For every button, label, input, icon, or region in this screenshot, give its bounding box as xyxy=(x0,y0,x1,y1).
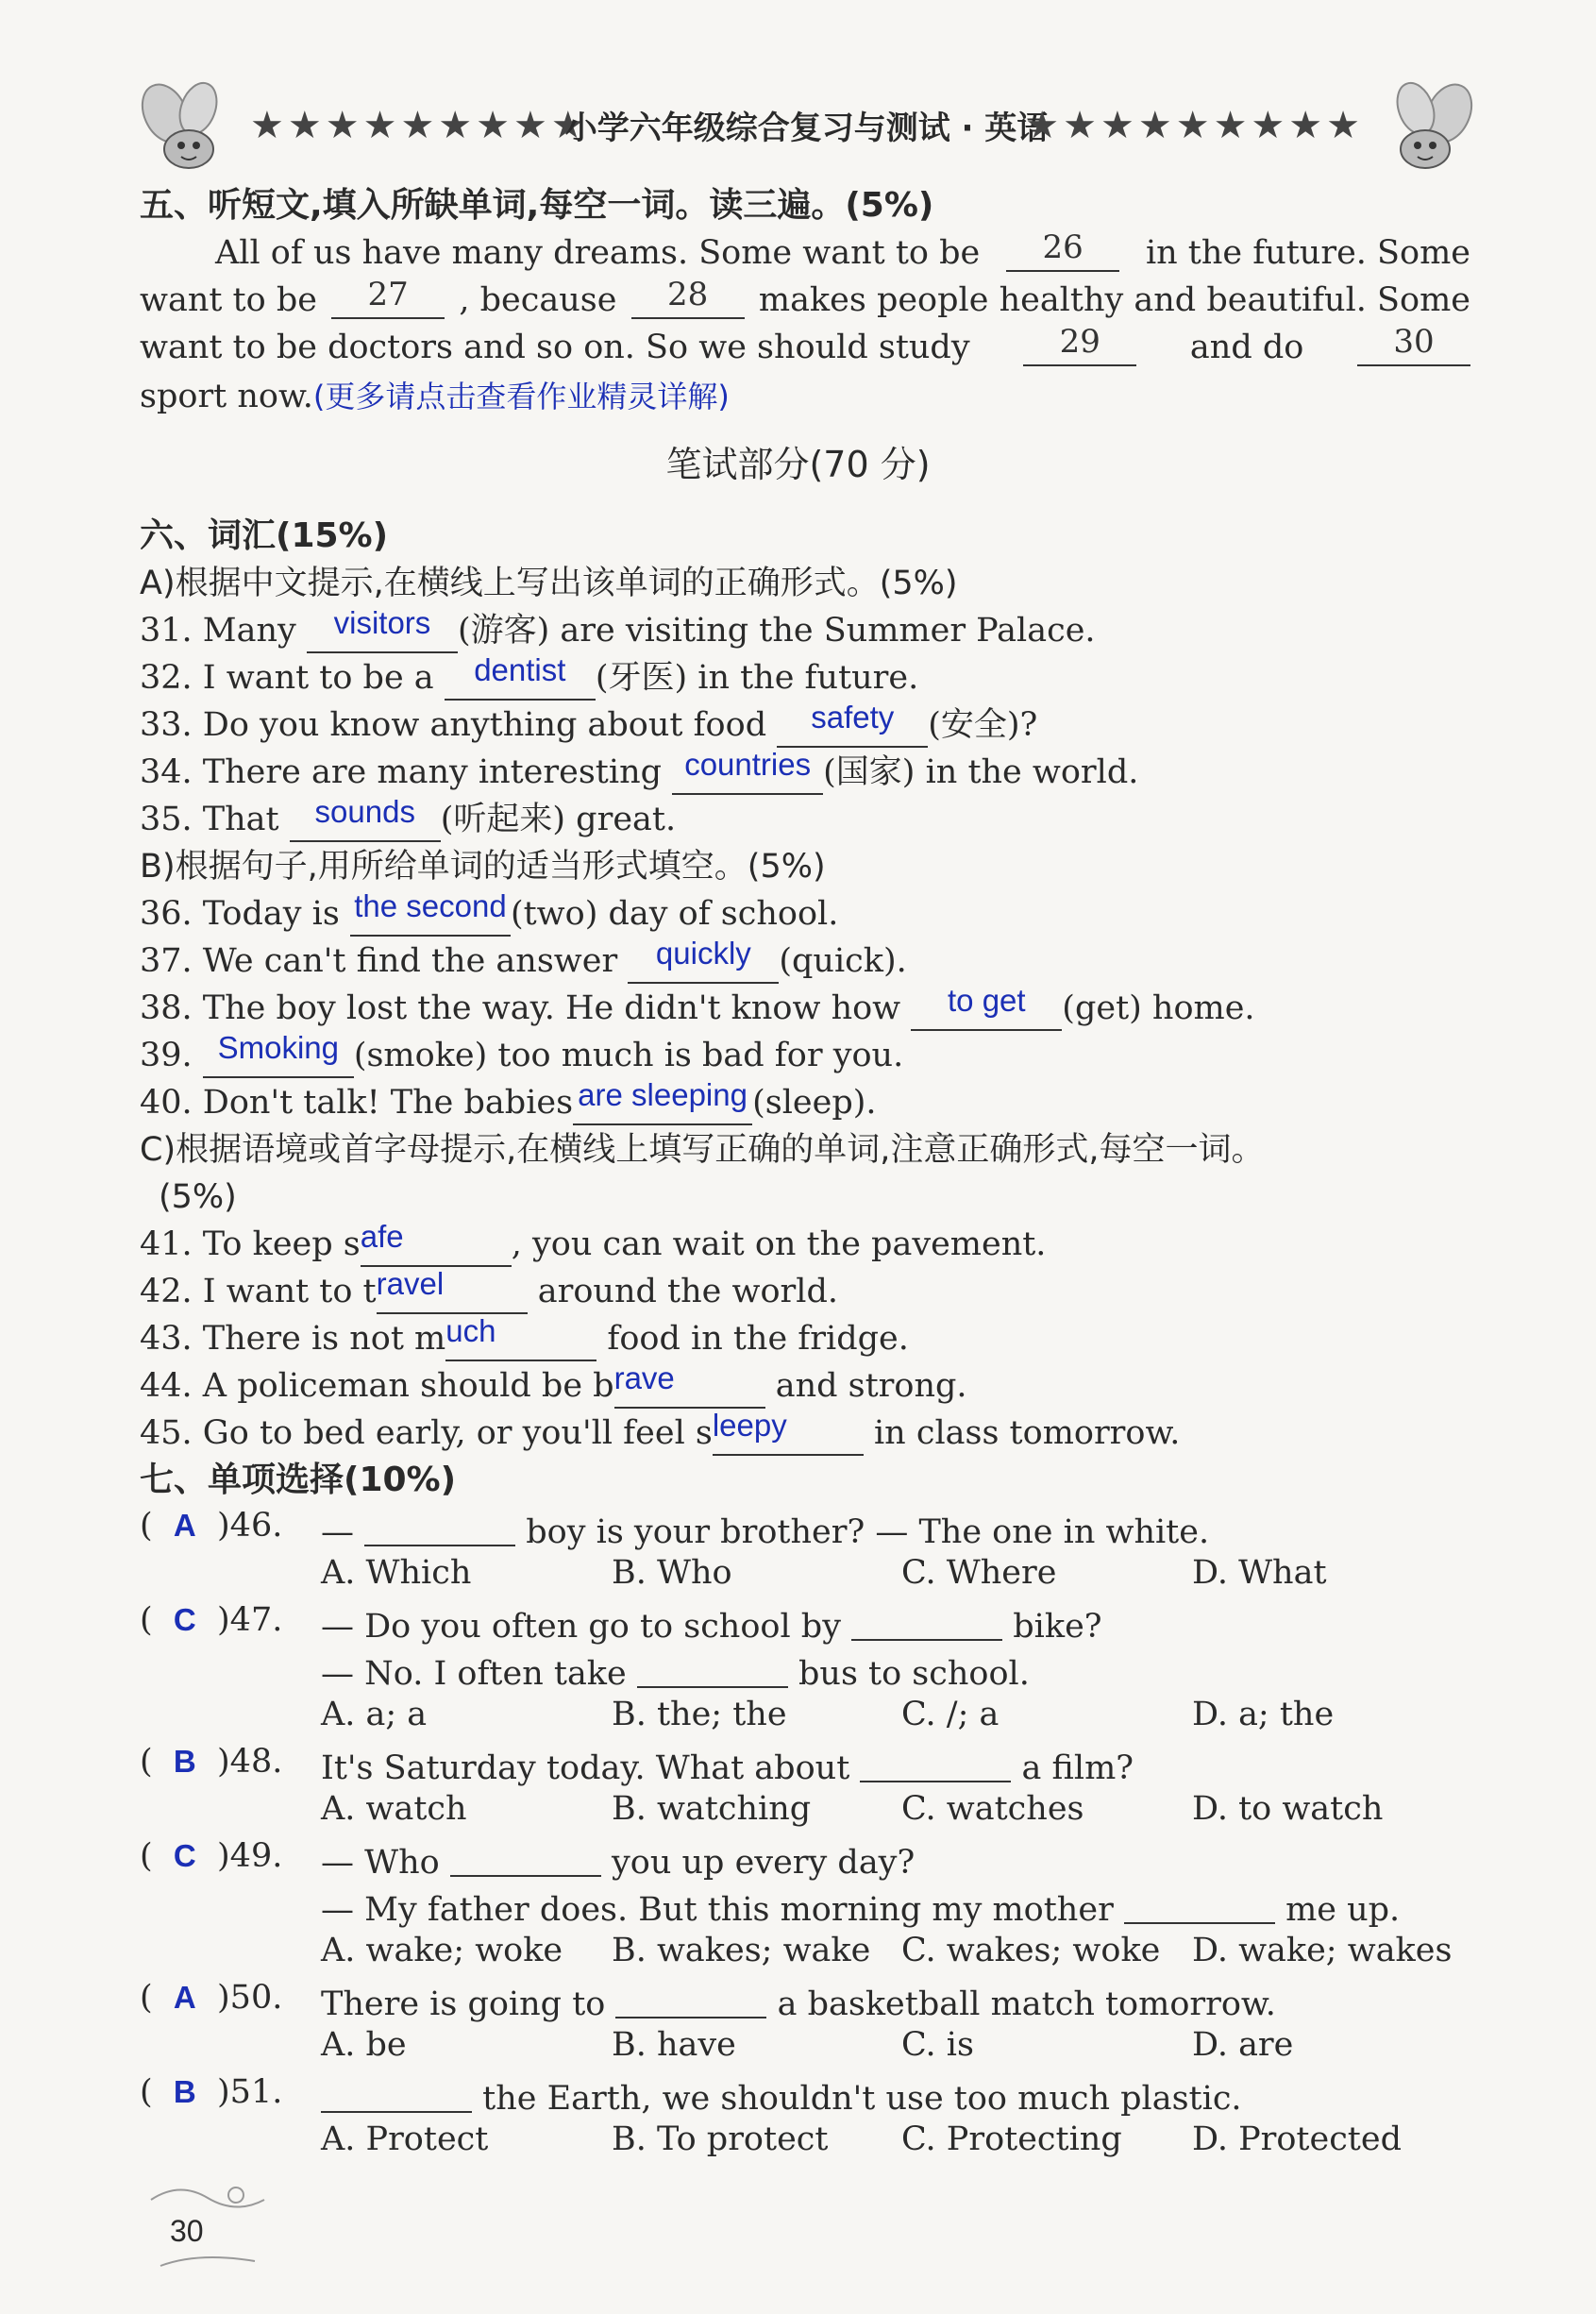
s5-line-3: want to be doctors and so on. So we should study 29 and do 30 xyxy=(140,327,1470,368)
q47-option-d[interactable]: D. a; the xyxy=(1192,1696,1335,1733)
item-37: 37. We can't find the answer quickly (quick). xyxy=(140,940,907,984)
blank-26: 26 xyxy=(1006,232,1119,272)
q50-option-d[interactable]: D. are xyxy=(1192,2026,1294,2064)
item-31: 31. Many visitors (游客) are visiting the Summer Palace. xyxy=(140,610,1096,653)
q51-option-d[interactable]: D. Protected xyxy=(1192,2120,1402,2158)
q47-option-b[interactable]: B. the; the xyxy=(612,1696,787,1733)
q49-stem-2: — My father does. But this morning my mother me up. xyxy=(321,1884,1400,1931)
page-header xyxy=(132,76,1482,179)
header-stars-right: ★★★★★★★★★ xyxy=(1025,104,1364,147)
q49-option-b[interactable]: B. wakes; wake xyxy=(612,1932,871,1969)
page-number: 30 xyxy=(170,2214,204,2248)
part-c-title-cont: (5%) xyxy=(159,1178,237,1216)
bee-mascot-icon xyxy=(1378,76,1482,179)
q50-option-c[interactable]: C. is xyxy=(901,2026,974,2064)
q51-option-b[interactable]: B. To protect xyxy=(612,2120,829,2158)
part-c-title: C)根据语境或首字母提示,在横线上填写正确的单词,注意正确形式,每空一词。 xyxy=(140,1131,1265,1169)
item-35: 35. That sounds (听起来) great. xyxy=(140,799,676,842)
q48-option-a[interactable]: A. watch xyxy=(321,1790,467,1828)
q50-stem: There is going to a basketball match tomorrow. xyxy=(321,1979,1276,2025)
header-stars-left: ★★★★★★★★★ xyxy=(250,104,589,147)
item-41: 41. To keep safe , you can wait on the pavement. xyxy=(140,1224,1046,1267)
q46-answer: ( A )46. xyxy=(140,1507,283,1545)
item-32: 32. I want to be a dentist (牙医) in the future. xyxy=(140,657,918,701)
q46-option-a[interactable]: A. Which xyxy=(321,1554,472,1592)
item-43: 43. There is not much food in the fridge. xyxy=(140,1318,909,1361)
item-39: 39. Smoking (smoke) too much is bad for you. xyxy=(140,1035,903,1078)
q49-stem-1: — Who you up every day? xyxy=(321,1837,915,1883)
q51-option-c[interactable]: C. Protecting xyxy=(901,2120,1122,2158)
q47-stem-2: — No. I often take bus to school. xyxy=(321,1648,1030,1695)
item-33: 33. Do you know anything about food safety (安全)? xyxy=(140,704,1037,748)
item-36: 36. Today is the second (two) day of school. xyxy=(140,893,838,937)
q48-stem: It's Saturday today. What about a film? xyxy=(321,1743,1134,1789)
section-7-title: 七、单项选择(10%) xyxy=(140,1461,457,1499)
page-corner-doodle-icon xyxy=(142,2171,274,2275)
item-45: 45. Go to bed early, or you'll feel sleepy in class tomorrow. xyxy=(140,1412,1180,1456)
blank-29: 29 xyxy=(1023,327,1136,366)
q49-option-d[interactable]: D. wake; wakes xyxy=(1192,1932,1453,1969)
q51-answer: ( B )51. xyxy=(140,2073,283,2111)
written-part-title: 笔试部分(70 分) xyxy=(665,444,931,485)
q50-option-a[interactable]: A. be xyxy=(321,2026,407,2064)
item-40: 40. Don't talk! The babies are sleeping (sleep). xyxy=(140,1082,877,1125)
q48-option-d[interactable]: D. to watch xyxy=(1192,1790,1384,1828)
q48-option-b[interactable]: B. watching xyxy=(612,1790,812,1828)
blank-27: 27 xyxy=(331,279,445,319)
q51-option-a[interactable]: A. Protect xyxy=(321,2120,489,2158)
q47-answer: ( C )47. xyxy=(140,1601,283,1639)
q49-option-c[interactable]: C. wakes; woke xyxy=(901,1932,1161,1969)
q48-option-c[interactable]: C. watches xyxy=(901,1790,1084,1828)
q47-stem-1: — Do you often go to school by bike? xyxy=(321,1601,1102,1647)
section-6-title: 六、词汇(15%) xyxy=(140,516,389,555)
blank-28: 28 xyxy=(631,279,745,319)
s5-line-4: sport now.(更多请点击查看作业精灵详解) xyxy=(140,378,730,415)
q49-option-a[interactable]: A. wake; woke xyxy=(321,1932,563,1969)
part-a-title: A)根据中文提示,在横线上写出该单词的正确形式。(5%) xyxy=(140,565,958,602)
header-title: 小学六年级综合复习与测试 · 英语 xyxy=(564,110,1050,147)
q50-option-b[interactable]: B. have xyxy=(612,2026,736,2064)
s5-line-1: All of us have many dreams. Some want to be 26 in the future. Some xyxy=(215,228,1470,272)
q46-option-c[interactable]: C. Where xyxy=(901,1554,1057,1592)
section-5-title: 五、听短文,填入所缺单词,每空一词。读三遍。(5%) xyxy=(140,186,934,225)
s5-line-2: want to be 27 , because 28 makes people healthy and beautiful. Some xyxy=(140,276,1470,319)
blank-30: 30 xyxy=(1357,327,1470,366)
item-44: 44. A policeman should be brave and strong. xyxy=(140,1365,967,1409)
part-b-title: B)根据句子,用所给单词的适当形式填空。(5%) xyxy=(140,848,826,886)
q46-option-d[interactable]: D. What xyxy=(1192,1554,1327,1592)
q49-answer: ( C )49. xyxy=(140,1837,283,1875)
item-34: 34. There are many interesting countries (国家) in the world. xyxy=(140,752,1138,795)
q51-stem: the Earth, we shouldn't use too much plastic. xyxy=(321,2073,1242,2120)
q46-stem: — boy is your brother? — The one in white. xyxy=(321,1507,1209,1553)
item-38: 38. The boy lost the way. He didn't know how to get (get) home. xyxy=(140,988,1255,1031)
q48-answer: ( B )48. xyxy=(140,1743,283,1781)
q46-option-b[interactable]: B. Who xyxy=(612,1554,732,1592)
q47-option-a[interactable]: A. a; a xyxy=(321,1696,428,1733)
item-42: 42. I want to travel around the world. xyxy=(140,1271,838,1314)
q47-option-c[interactable]: C. /; a xyxy=(901,1696,1000,1733)
q50-answer: ( A )50. xyxy=(140,1979,283,2017)
more-details-link[interactable]: (更多请点击查看作业精灵详解) xyxy=(312,379,730,414)
